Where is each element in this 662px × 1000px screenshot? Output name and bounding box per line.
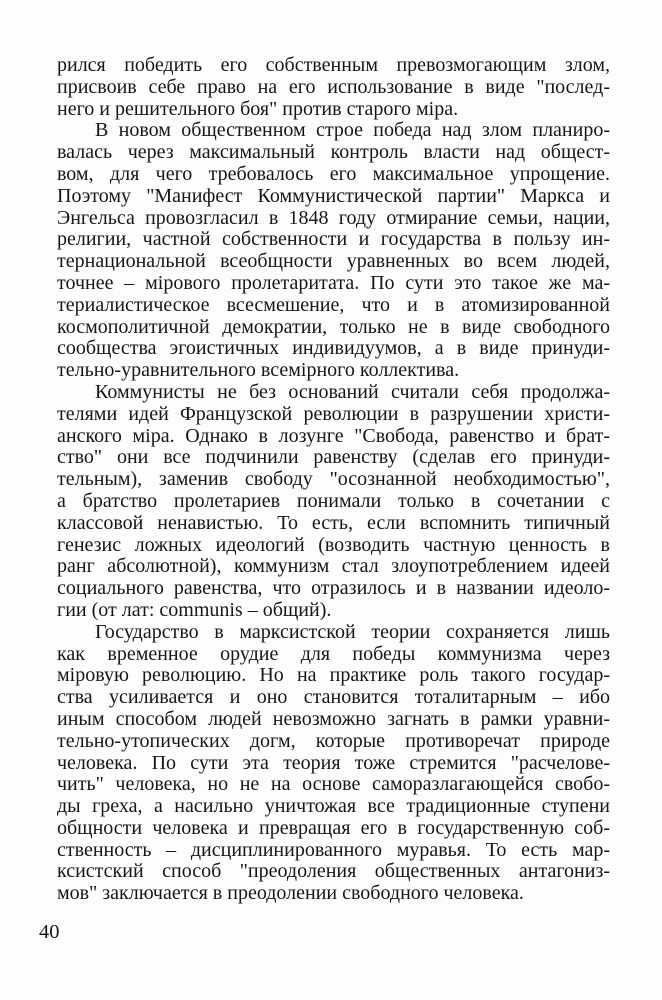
text-line: ства усиливается и оно становится тоталитарным – ибо [57,686,610,709]
paragraph [57,120,610,382]
text-line: ранг абсолютной), коммунизм стал злоупотреблением идеей [57,555,610,578]
text-line: телями идей Французской революции в разрушении христи- [57,402,610,425]
text-line: точнее – мірового пролетаритата. По сути это такое же ма- [57,271,610,294]
text-line: тернациональной всеобщности уравненных во всем людей, [57,250,610,273]
text-line: тельным), заменив свободу "осознанной необходимостью", [57,468,610,491]
text-line: общности человека и превращая его в государственную соб- [57,816,610,839]
text-line: генезис ложных идеологий (возводить частную ценность в [57,533,610,556]
text-line: рился победить его собственным превозмогающим злом, [57,54,610,76]
paragraph [57,55,610,120]
text-line: человека. По сути эта теория тоже стремится "расчелове- [57,751,610,774]
text-line: него и решительного боя" против старого міра. [57,97,459,120]
text-line: чить" человека, но не на основе саморазлагающейся свобо- [57,773,610,796]
text-line: В новом общественном строе победа над злом планиро- [95,119,610,142]
text-line: териалистическое всесмешение, что и в атомизированной [57,293,610,316]
text-line: міровую революцию. Но на практике роль такого государ- [57,664,610,687]
text-line: гии (от лат: communis – общий). [57,598,332,621]
text-line: вом, для чего требовалось его максимальное упрощение. [57,162,610,185]
text-line: Энгельса провозгласил в 1848 году отмирание семьи, нации, [57,206,610,229]
text-line: космополитичной демократии, только не в виде свободного [57,315,610,338]
text-line: иным способом людей невозможно загнать в рамки уравни- [57,707,610,730]
text-line: анского міра. Однако в лозунге "Свобода, равенство и брат- [57,424,610,447]
text-line: тельно-утопических догм, которые противоречат природе [57,729,610,752]
text-line: как временное орудие для победы коммунизма через [57,642,610,665]
page-text [57,55,610,905]
text-line: ды греха, а насильно уничтожая все традиционные ступени [57,795,610,818]
page-number: 40 [39,921,60,943]
text-line: а братство пролетариев понимали только в сочетании с [57,489,610,512]
text-line: социального равенства, что отразилось и в названии идеоло- [57,577,610,600]
text-line: сообщества эгоистичных индивидуумов, а в виде принуди- [57,337,610,360]
paragraph [57,382,610,622]
text-line: классовой ненавистью. То есть, если вспомнить типичный [57,511,610,534]
text-line: тельно-уравнительного всемірного коллектива. [57,359,460,382]
text-line: мов" заключается в преодолении свободного человека. [57,882,524,905]
text-line: присвоив себе право на его использование в виде "послед- [57,75,610,98]
text-line: Государство в марксистской теории сохраняется лишь [95,620,610,643]
text-line: ственность – дисциплинированного муравья. То есть мар- [57,838,610,861]
text-line: Поэтому "Манифест Коммунистической партии" Маркса и [57,184,610,207]
text-line: религии, частной собственности и государства в пользу ин- [57,228,610,251]
text-line: ство" они все подчинили равенству (сделав его принуди- [57,446,610,469]
text-line: Коммунисты не без оснований считали себя продолжа- [95,380,610,403]
paragraph [57,622,610,905]
text-line: ксистский способ "преодоления общественных антагониз- [57,860,610,883]
text-line: валась через максимальный контроль власти над общест- [57,141,610,164]
